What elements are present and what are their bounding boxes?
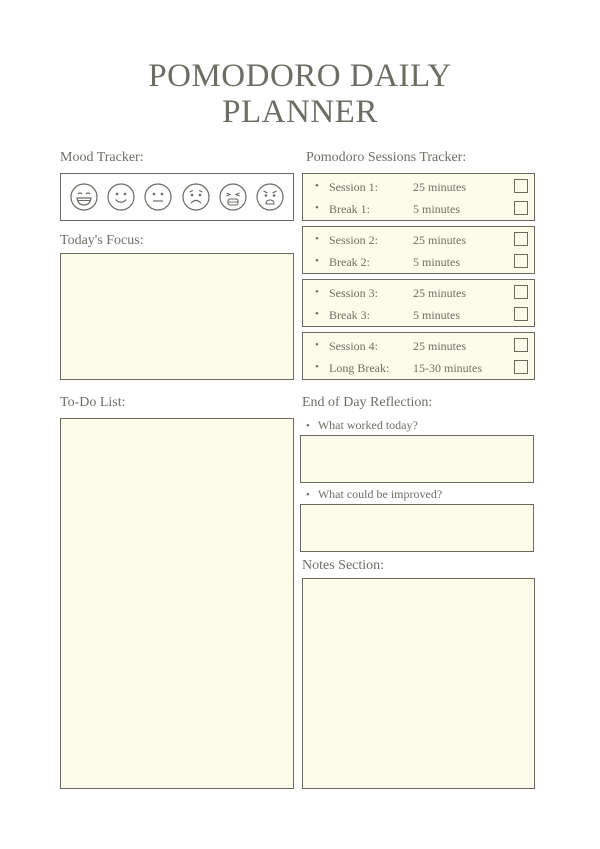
- title-line-2: PLANNER: [222, 94, 378, 130]
- session-checkbox[interactable]: [514, 338, 528, 352]
- notes-label: Notes Section:: [302, 558, 385, 573]
- title-line-1: POMODORO DAILY: [148, 58, 452, 94]
- session-group-3: [302, 279, 535, 327]
- session-name: Session 4:: [329, 339, 379, 353]
- bullet: •: [315, 308, 319, 320]
- what-worked-box[interactable]: [300, 435, 534, 483]
- bullet: •: [306, 420, 310, 432]
- session-duration: 25 minutes: [413, 339, 466, 353]
- reflection-label: End of Day Reflection:: [302, 395, 433, 410]
- break-name: Long Break:: [329, 361, 390, 375]
- improvement-box[interactable]: [300, 504, 534, 552]
- session-checkbox[interactable]: [514, 285, 528, 299]
- bullet: •: [315, 255, 319, 267]
- break-duration: 15-30 minutes: [413, 361, 482, 375]
- bullet: •: [315, 286, 319, 298]
- session-group-1: [302, 173, 535, 221]
- sad-face-icon[interactable]: [181, 182, 211, 212]
- break-row: [303, 306, 534, 326]
- reflection-question-2: [306, 487, 442, 502]
- bullet: •: [315, 339, 319, 351]
- bullet: •: [315, 202, 319, 214]
- question-text: What worked today?: [317, 418, 418, 432]
- session-duration: 25 minutes: [413, 180, 466, 194]
- session-checkbox[interactable]: [514, 179, 528, 193]
- session-group-2: [302, 226, 535, 274]
- break-duration: 5 minutes: [413, 202, 460, 216]
- break-checkbox[interactable]: [514, 307, 528, 321]
- mood-tracker-box: [60, 173, 294, 221]
- break-duration: 5 minutes: [413, 255, 460, 269]
- break-name: Break 2:: [329, 255, 370, 269]
- todo-list-label: To-Do List:: [60, 395, 126, 410]
- break-row: [303, 359, 534, 379]
- break-duration: 5 minutes: [413, 308, 460, 322]
- question-text: What could be improved?: [317, 487, 443, 501]
- mood-tracker-label: Mood Tracker:: [60, 150, 144, 165]
- smiling-face-icon[interactable]: [106, 182, 136, 212]
- laughing-face-icon[interactable]: [69, 182, 99, 212]
- session-name: Session 1:: [329, 180, 379, 194]
- break-name: Break 3:: [329, 308, 370, 322]
- bullet: •: [315, 233, 319, 245]
- reflection-question-1: [306, 418, 418, 433]
- session-name: Session 3:: [329, 286, 379, 300]
- break-name: Break 1:: [329, 202, 370, 216]
- session-row: [303, 337, 534, 357]
- crying-face-icon[interactable]: [218, 182, 248, 212]
- session-group-4: [302, 332, 535, 380]
- todays-focus-box[interactable]: [60, 253, 294, 380]
- session-row: [303, 284, 534, 304]
- break-checkbox[interactable]: [514, 254, 528, 268]
- session-duration: 25 minutes: [413, 286, 466, 300]
- notes-box[interactable]: [302, 578, 535, 789]
- session-row: [303, 231, 534, 251]
- bullet: •: [315, 361, 319, 373]
- todays-focus-label: Today's Focus:: [60, 233, 144, 248]
- break-row: [303, 253, 534, 273]
- neutral-face-icon[interactable]: [143, 182, 173, 212]
- session-duration: 25 minutes: [413, 233, 466, 247]
- sessions-tracker-label: Pomodoro Sessions Tracker:: [306, 150, 467, 165]
- break-checkbox[interactable]: [514, 201, 528, 215]
- bullet: •: [306, 489, 310, 501]
- break-checkbox[interactable]: [514, 360, 528, 374]
- session-name: Session 2:: [329, 233, 379, 247]
- todo-list-box[interactable]: [60, 418, 294, 789]
- page-title: [0, 58, 600, 130]
- session-row: [303, 178, 534, 198]
- bullet: •: [315, 180, 319, 192]
- session-checkbox[interactable]: [514, 232, 528, 246]
- break-row: [303, 200, 534, 220]
- angry-face-icon[interactable]: [255, 182, 285, 212]
